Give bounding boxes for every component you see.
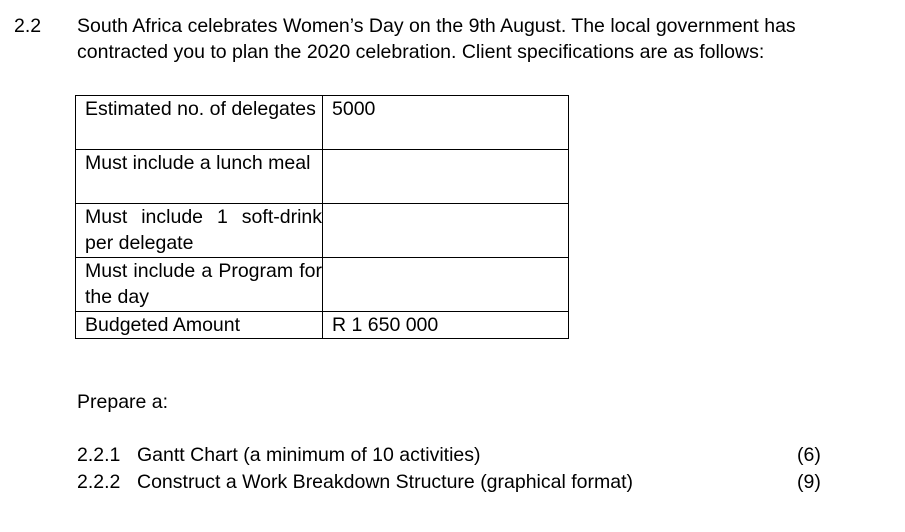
table-row bbox=[76, 258, 569, 312]
spec-cell: Estimated no. of delegates bbox=[76, 96, 323, 150]
table-row bbox=[76, 150, 569, 204]
value-cell: R 1 650 000 bbox=[323, 312, 569, 339]
task-text: Gantt Chart (a minimum of 10 activities) bbox=[137, 444, 481, 466]
table-row bbox=[76, 312, 569, 339]
spec-cell: Must include 1 soft-drink per delegate bbox=[76, 204, 323, 258]
task-number: 2.2.1 bbox=[77, 444, 121, 466]
task-marks: (6) bbox=[797, 444, 821, 466]
value-cell bbox=[323, 150, 569, 204]
task-text: Construct a Work Breakdown Structure (graphical format) bbox=[137, 471, 633, 493]
task-number: 2.2.2 bbox=[77, 471, 121, 493]
question-intro: South Africa celebrates Women’s Day on the 9th August. The local government has contracted you to plan the 2020 celebration. Client specifications are as follows: bbox=[77, 15, 796, 63]
value-cell bbox=[323, 204, 569, 258]
prepare-label: Prepare a: bbox=[77, 391, 169, 413]
question-number: 2.2 bbox=[14, 15, 42, 37]
value-cell: 5000 bbox=[323, 96, 569, 150]
spec-cell: Must include a lunch meal bbox=[76, 150, 323, 204]
table-row bbox=[76, 96, 569, 150]
spec-cell: Budgeted Amount bbox=[76, 312, 323, 339]
table-row bbox=[76, 204, 569, 258]
value-cell bbox=[323, 258, 569, 312]
client-specifications-table bbox=[75, 95, 569, 339]
task-marks: (9) bbox=[797, 471, 821, 493]
spec-cell: Must include a Program for the day bbox=[76, 258, 323, 312]
